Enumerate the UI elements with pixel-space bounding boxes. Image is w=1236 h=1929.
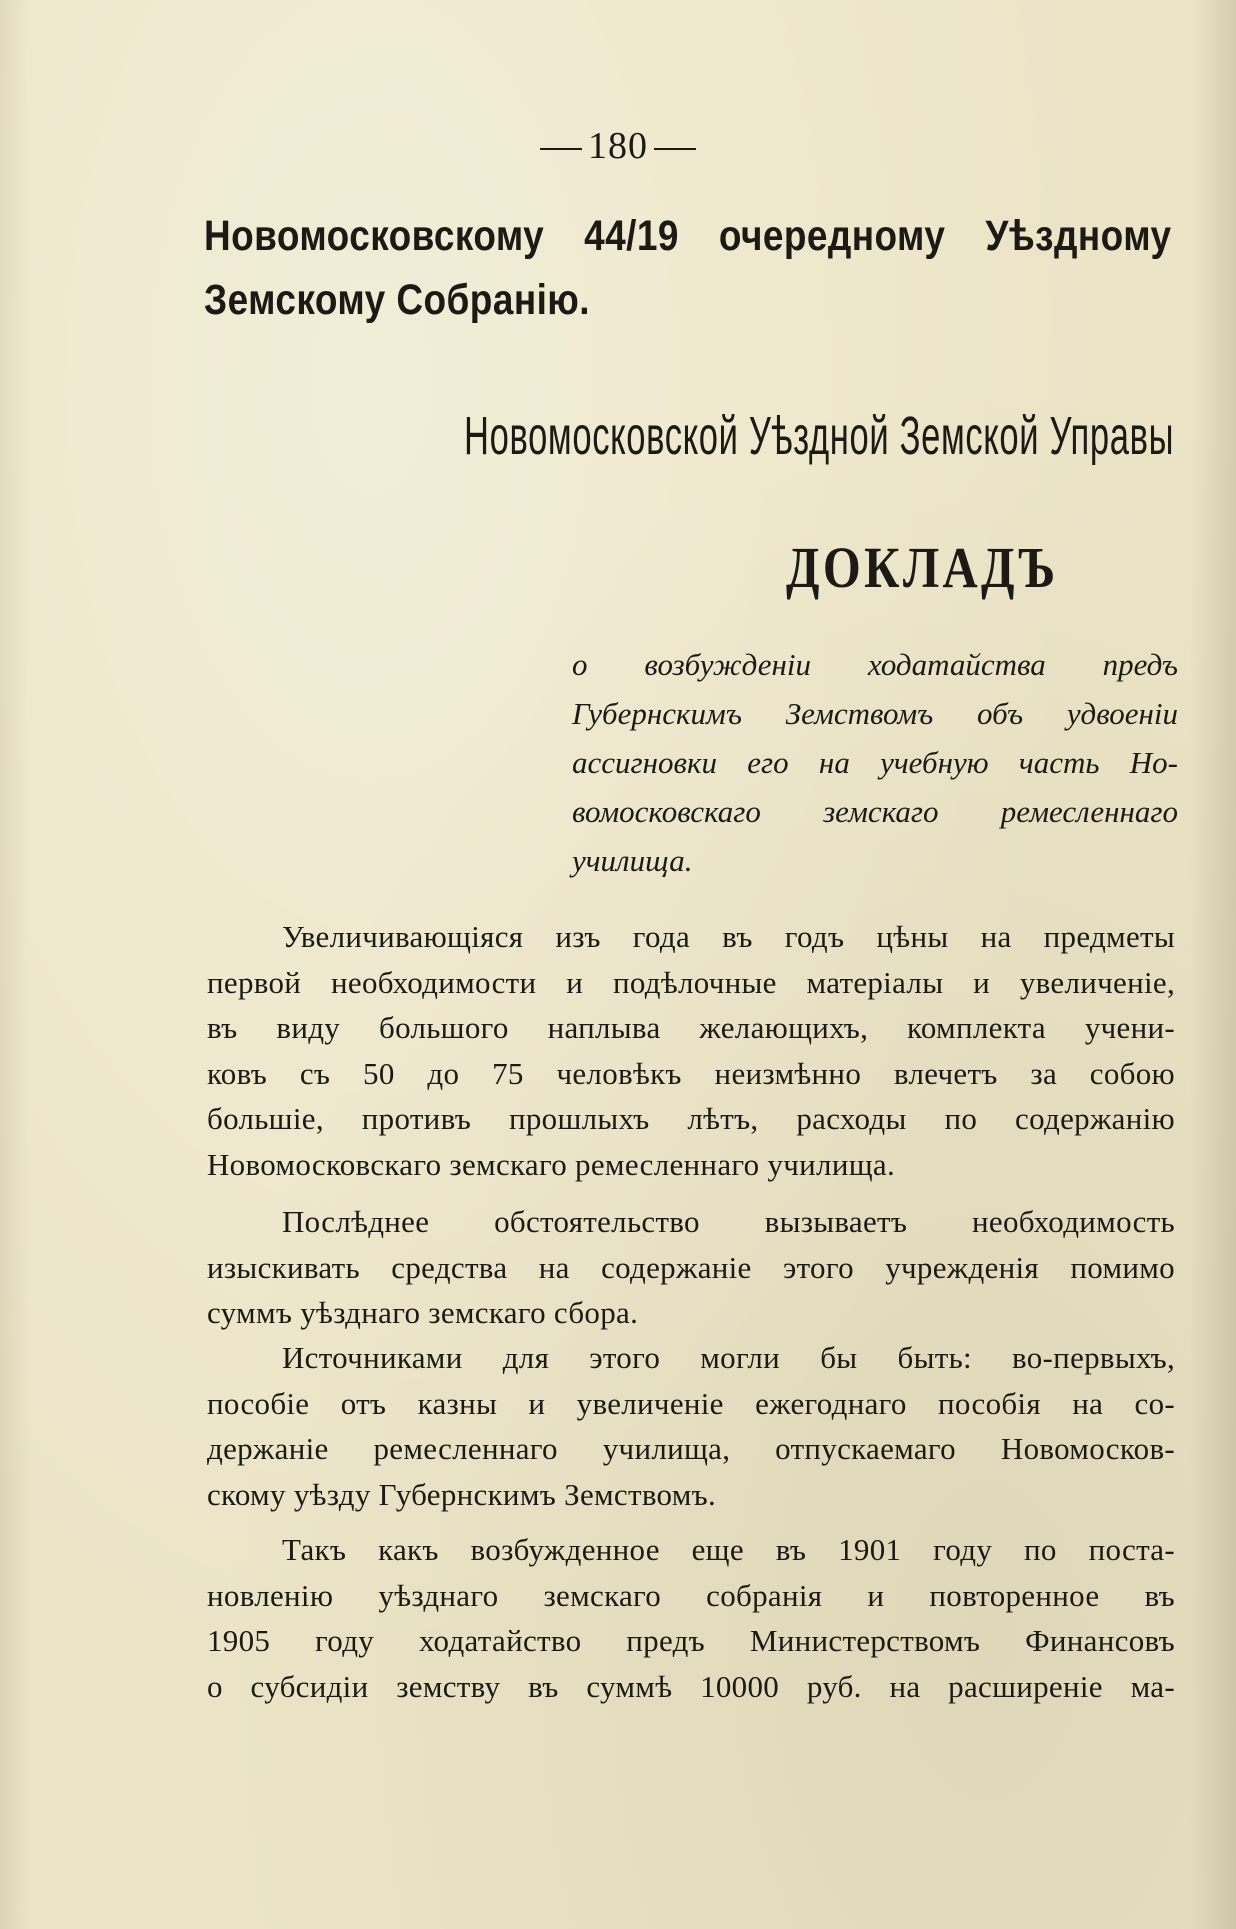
text-line: Послѣднее обстоятельство вызываетъ необходимость — [282, 1204, 1175, 1239]
dash-left — [540, 148, 582, 150]
text-line: большіе, противъ прошлыхъ лѣтъ, расходы по содержанію — [207, 1101, 1175, 1136]
page-number-value: 180 — [588, 125, 648, 167]
dash-right — [654, 148, 696, 150]
text-line: въ виду большого наплыва желающихъ, комплекта учени- — [207, 1010, 1175, 1045]
text-line: суммъ уѣзднаго земскаго сбора. — [207, 1295, 639, 1330]
addressee-line-2: Земскому Собранію. — [204, 276, 591, 324]
text-line: 1905 году ходатайство предъ Министерствомъ Финансовъ — [207, 1623, 1175, 1658]
text-line: первой необходимости и подѣлочные матеріалы и увеличеніе, — [207, 964, 1175, 1000]
text-line: Увеличивающіяся изъ года въ годъ цѣны на предметы — [282, 919, 1175, 954]
paragraph-1 — [207, 914, 1175, 1187]
subject-line: о возбужденіи ходатайства предъ — [572, 647, 1178, 682]
text-line: пособіе отъ казны и увеличеніе ежегоднаго пособія на со- — [207, 1385, 1175, 1421]
text-line: Такъ какъ возбужденное еще въ 1901 году по поста- — [282, 1532, 1175, 1567]
subject-line: Губернскимъ Земствомъ объ удвоеніи — [572, 696, 1178, 731]
report-title: ДОКЛАДЪ — [786, 535, 1059, 600]
text-line: скому уѣзду Губернскимъ Земствомъ. — [207, 1476, 717, 1512]
paragraph-3 — [207, 1335, 1175, 1517]
text-line: Источниками для этого могли бы быть: во-первыхъ, — [282, 1340, 1175, 1375]
addressee-heading — [204, 204, 1172, 332]
text-line: изыскивать средства на содержаніе этого учрежденія помимо — [207, 1249, 1175, 1285]
text-line: держаніе ремесленнаго училища, отпускаемаго Новомосков- — [207, 1431, 1175, 1466]
board-name: Новомосковской Уѣздной Земской Управы — [464, 406, 1175, 466]
subject-line: училища. — [572, 843, 693, 878]
paragraph-2 — [207, 1199, 1175, 1336]
text-line: новленію уѣзднаго земскаго собранія и повторенное въ — [207, 1577, 1175, 1613]
subject-line: вомосковскаго земскаго ремесленнаго — [572, 794, 1178, 829]
text-line: Новомосковскаго земскаго ремесленнаго училища. — [207, 1146, 895, 1182]
subject-line: ассигновки его на учебную часть Но- — [572, 745, 1178, 780]
addressee-line-1: Новомосковскому 44/19 очередному Уѣздному — [204, 212, 1172, 260]
paragraph-4 — [207, 1527, 1175, 1709]
report-subject — [572, 640, 1178, 885]
page-number — [0, 124, 1236, 168]
text-line: о субсидіи земству въ суммѣ 10000 руб. на расширеніе ма- — [207, 1668, 1175, 1704]
text-line: ковъ съ 50 до 75 человѣкъ неизмѣнно влечетъ за собою — [207, 1055, 1175, 1091]
